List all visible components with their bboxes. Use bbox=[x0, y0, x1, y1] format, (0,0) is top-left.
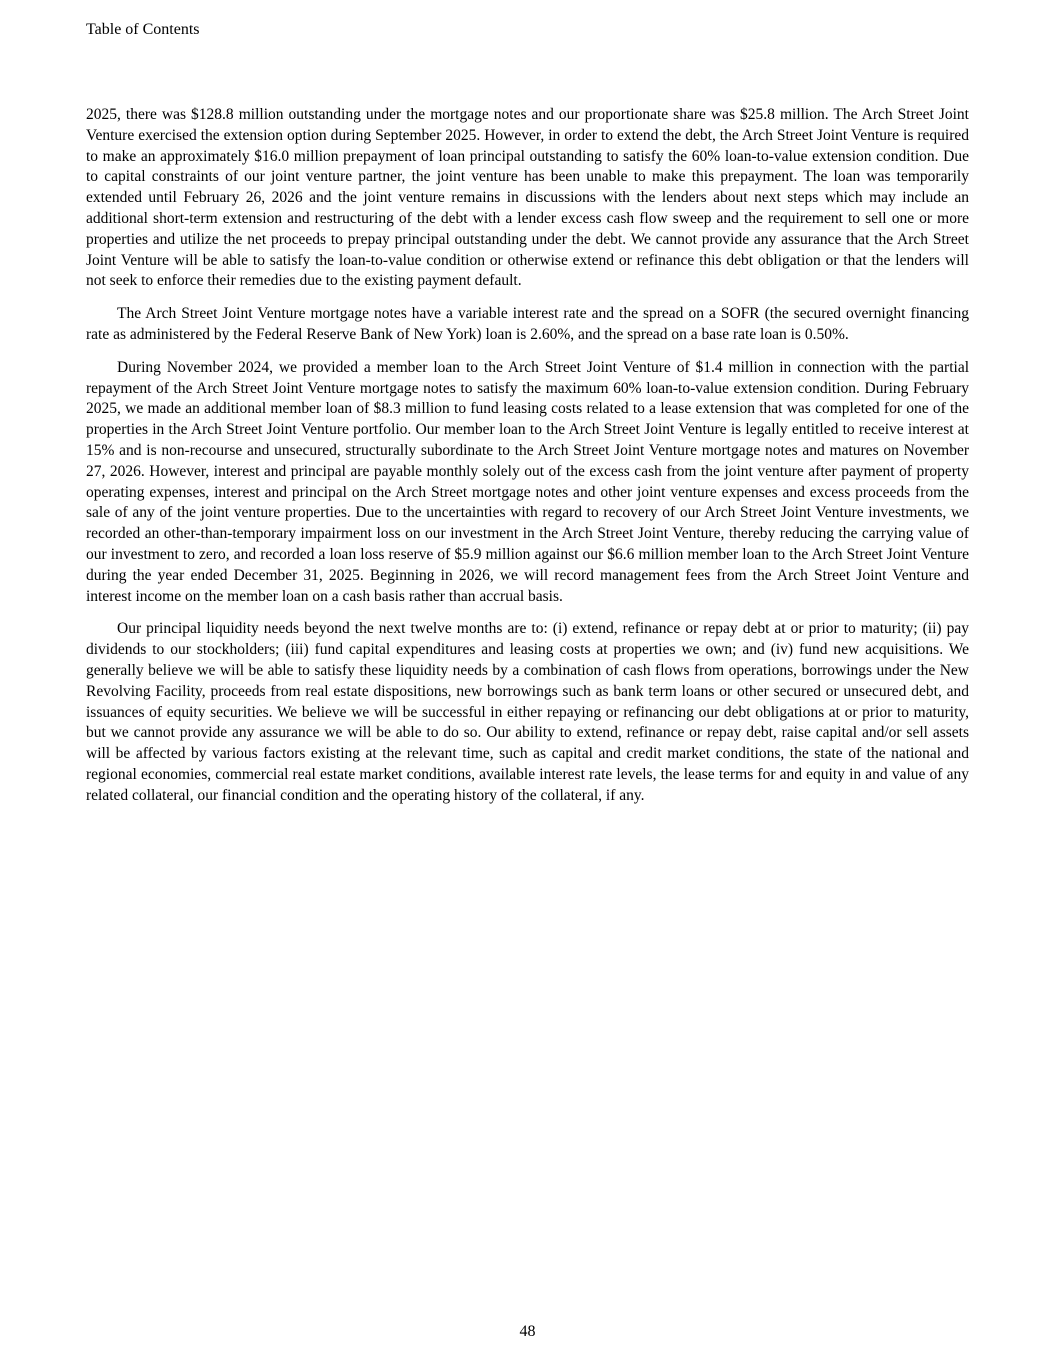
document-body bbox=[86, 105, 969, 819]
paragraph-mortgage-notes-continued: 2025, there was $128.8 million outstanding under the mortgage notes and our proportionate share was $25.8 million. The Arch Street Joint Venture exercised the extension option during September 2025. However, in order to extend the debt, the Arch Street Joint Venture is required to make an approximately $16.0 million prepayment of loan principal outstanding to satisfy the 60% loan-to-value extension condition. Due to capital constraints of our joint venture partner, the joint venture has been unable to make this prepayment. The loan was temporarily extended until February 26, 2026 and the joint venture remains in discussions with the lenders about next steps which may include an additional short-term extension and restructuring of the debt with a lender excess cash flow sweep and the requirement to sell one or more properties and utilize the net proceeds to prepay principal outstanding under the debt. We cannot provide any assurance that the Arch Street Joint Venture will be able to satisfy the loan-to-value condition or otherwise extend or refinance this debt obligation or that the lenders will not seek to enforce their remedies due to the existing payment default. bbox=[86, 106, 969, 290]
table-of-contents-link[interactable]: Table of Contents bbox=[86, 21, 200, 38]
paragraph-variable-interest-rate: The Arch Street Joint Venture mortgage notes have a variable interest rate and the spread on a SOFR (the secured overnight financing rate as administered by the Federal Reserve Bank of New York) loan is 2.60%, and the spread on a base rate loan is 0.50%. bbox=[86, 305, 969, 343]
page-number: 48 bbox=[519, 1323, 536, 1340]
paragraph-liquidity-needs: Our principal liquidity needs beyond the next twelve months are to: (i) extend, refinance or repay debt at or prior to maturity; (ii) pay dividends to our stockholders; (iii) fund capital expenditures and leasing costs at properties we own; and (iv) fund new acquisitions. We generally believe we will be able to satisfy these liquidity needs by a combination of cash flows from operations, borrowings under the New Revolving Facility, proceeds from real estate dispositions, new borrowings such as bank term loans or other secured or unsecured debt, and issuances of equity securities. We believe we will be successful in either repaying or refinancing our debt obligations at or prior to maturity, but we cannot provide any assurance we will be able to do so. Our ability to extend, refinance or repay debt, raise capital and/or sell assets will be affected by various factors existing at the relevant time, such as capital and credit market conditions, the state of the national and regional economies, commercial real estate market conditions, available interest rate levels, the lease terms for and equity in and value of any related collateral, our financial condition and the operating history of the collateral, if any. bbox=[86, 620, 969, 804]
paragraph-member-loan: During November 2024, we provided a member loan to the Arch Street Joint Venture of $1.4 million in connection with the partial repayment of the Arch Street Joint Venture mortgage notes to satisfy the maximum 60% loan-to-value extension condition. During February 2025, we made an additional member loan of $8.3 million to fund leasing costs related to a lease extension that was completed for one of the properties in the Arch Street Joint Venture portfolio. Our member loan to the Arch Street Joint Venture is legally entitled to receive interest at 15% and is non-recourse and unsecured, structurally subordinate to the Arch Street Joint Venture mortgage notes and matures on November 27, 2026. However, interest and principal are payable monthly solely out of the excess cash from the joint venture after payment of property operating expenses, interest and principal on the Arch Street mortgage notes and other joint venture expenses and excess proceeds from the sale of any of the joint venture properties. Due to the uncertainties with regard to recovery of our Arch Street Joint Venture investments, we recorded an other-than-temporary impairment loss on our investment in the Arch Street Joint Venture, thereby reducing the carrying value of our investment to zero, and recorded a loan loss reserve of $5.9 million against our $6.6 million member loan to the Arch Street Joint Venture during the year ended December 31, 2025. Beginning in 2026, we will record management fees from the Arch Street Joint Venture and interest income on the member loan on a cash basis rather than accrual basis. bbox=[86, 358, 969, 605]
